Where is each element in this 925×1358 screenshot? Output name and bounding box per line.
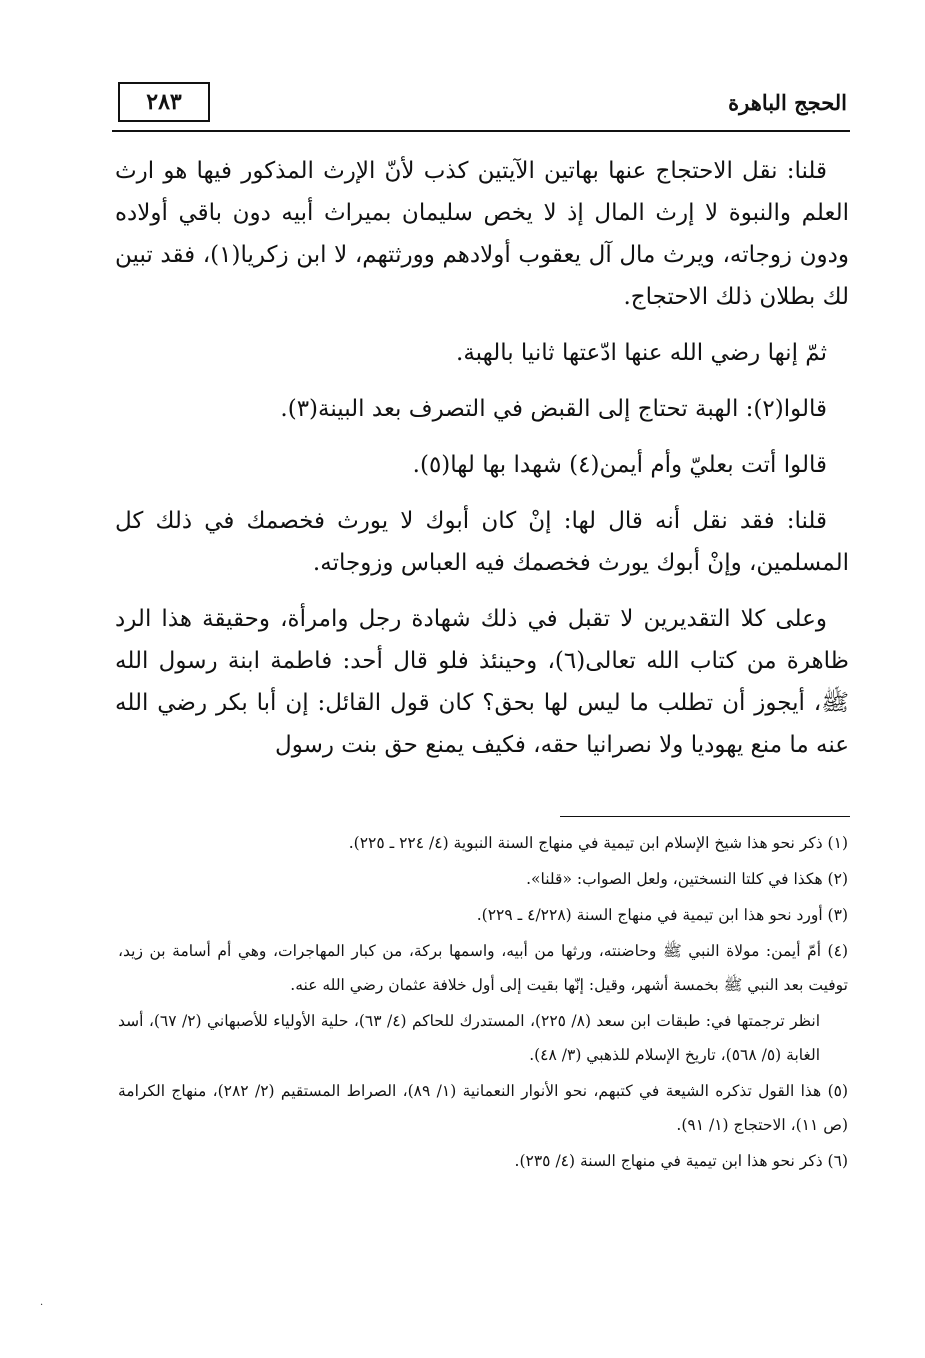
footnotes [118, 826, 848, 1180]
paragraph-5: قلنا: فقد نقل أنه قال لها: إنْ كان أبوك لا يورث فخصمك في ذلك كل المسلمين، وإنْ أبوك يورث فخصمك فيه العباس وزوجاته. [115, 508, 849, 576]
footnote-4-continuation: انظر ترجمتها في: طبقات ابن سعد (٨/ ٢٢٥)، المستدرك للحاكم (٤/ ٦٣)، حلية الأولياء للأصبهاني (٢/ ٦٧)، أسد الغابة (٥/ ٥٦٨)، تاريخ الإسلام للذهبي (٣/ ٤٨). [118, 1012, 821, 1064]
main-text [115, 150, 849, 780]
page-header [112, 82, 847, 134]
footnote-separator [560, 816, 850, 817]
scan-speck: · [40, 1300, 44, 1311]
paragraph-6: وعلى كلا التقديرين لا تقبل في ذلك شهادة رجل وامرأة، وحقيقة هذا الرد ظاهرة من كتاب الله تعالى(٦)، وحينئذ فلو قال أحد: فاطمة ابنة رسول الله ﷺ، أيجوز أن تطلب ما ليس لها بحق؟ كان قول القائل: إن أبا بكر رضي الله عنه ما منع يهوديا ولا نصرانيا حقه، فكيف يمنع حق بنت رسول [115, 606, 849, 758]
footnote-4: (٤) أمّ أيمن: مولاة النبي ﷺ وحاضنته، ورثها من أبيه، واسمها بركة، من كبار المهاجرات، وهي أم أسامة بن زيد، توفيت بعد النبي ﷺ بخمسة أشهر، وقيل: إنّها بقيت إلى أول خلافة عثمان رضي الله عنه. [118, 942, 848, 994]
footnote-5: (٥) هذا القول تذكره الشيعة في كتبهم، نحو الأنوار النعمانية (١/ ٨٩)، الصراط المستقيم (٢/ ٢٨٢)، منهاج الكرامة (ص ١١)، الاحتجاج (١/ ٩١). [118, 1082, 849, 1134]
running-title: الحجج الباهرة [728, 90, 847, 115]
footnote-1: (١) ذكر نحو هذا شيخ الإسلام ابن تيمية في منهاج السنة النبوية (٤/ ٢٢٤ ـ ٢٢٥). [348, 834, 848, 852]
page-number: ٢٨٣ [118, 82, 210, 122]
paragraph-1: قلنا: نقل الاحتجاج عنها بهاتين الآيتين كذب لأنّ الإرث المذكور فيها هو ارث العلم والنبوة لا إرث المال إذ لا يخص سليمان بميراث أبيه دون باقي أولاده ودون زوجاته، ويرث مال آل يعقوب أولادهم وورثتهم، لا ابن زكريا(١)، فقد تبين لك بطلان ذلك الاحتجاج. [115, 158, 849, 310]
paragraph-4: قالوا أتت بعليّ وأم أيمن(٤) شهدا بها لها(٥). [412, 452, 827, 478]
header-rule [112, 130, 850, 132]
footnote-2: (٢) هكذا في كلتا النسختين، ولعل الصواب: «قلنا». [526, 870, 848, 888]
paragraph-2: ثمّ إنها رضي الله عنها ادّعتها ثانيا بالهبة. [456, 340, 827, 366]
paragraph-3: قالوا(٢): الهبة تحتاج إلى القبض في التصرف بعد البينة(٣). [280, 396, 827, 422]
footnote-3: (٣) أورد نحو هذا ابن تيمية في منهاج السنة (٤/٢٢٨ ـ ٢٢٩). [476, 906, 848, 924]
footnote-6: (٦) ذكر نحو هذا ابن تيمية في منهاج السنة (٤/ ٢٣٥). [514, 1152, 848, 1170]
